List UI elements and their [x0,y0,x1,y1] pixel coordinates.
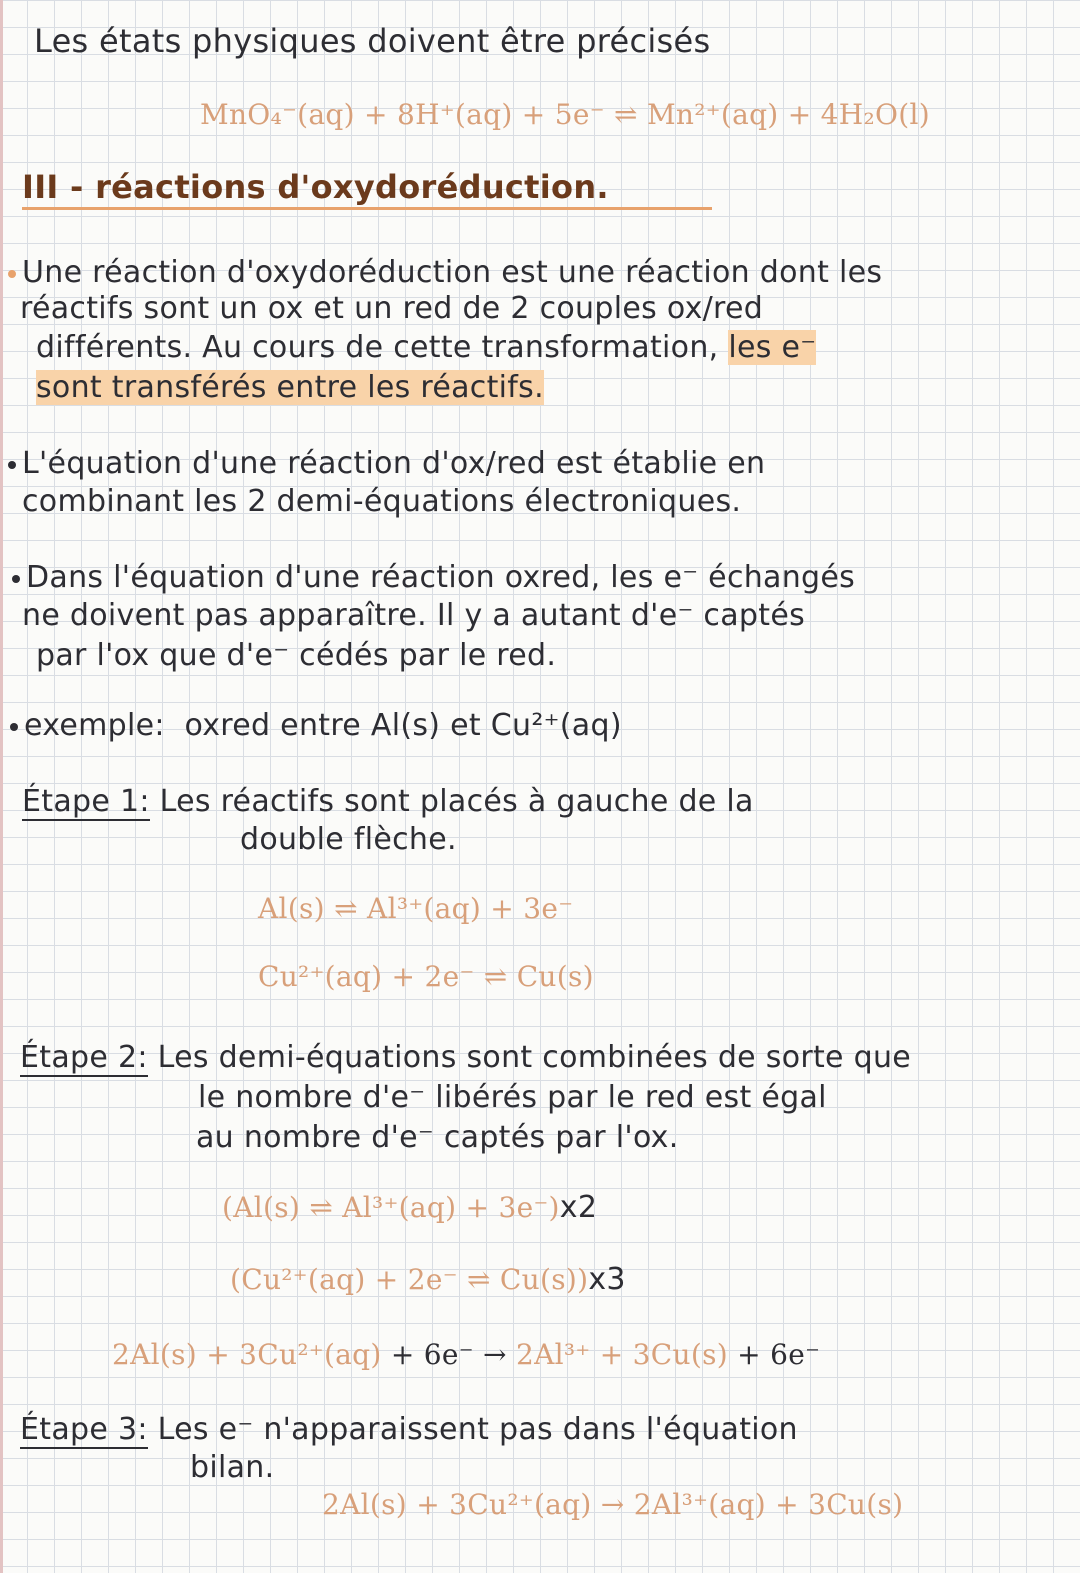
paragraph-1-text-c: différents. Au cours de cette transformation, [36,330,719,365]
step-1-line-1 [22,784,754,819]
multiplier-x2: x2 [559,1190,598,1225]
example-label: exemple: [24,708,165,743]
bullet [10,723,18,731]
step-3-line-2: bilan. [190,1450,275,1485]
section-title-underline [22,207,712,210]
paragraph-3-line-1 [12,560,855,595]
paragraph-1-line-4 [36,370,544,405]
combined-equation-electrons-left: + 6e⁻ → [390,1338,507,1371]
paragraph-1-line-1 [8,255,882,290]
combined-equation-left: 2Al(s) + 3Cu²⁺(aq) [112,1338,382,1371]
combined-equation-electrons-right: + 6e⁻ [737,1338,821,1371]
heading-note: Les états physiques doivent être précisés [34,22,711,60]
step-1-text-a: Les réactifs sont placés à gauche de la [159,784,754,819]
multiplier-x3: x3 [588,1262,626,1297]
paragraph-1-line-3 [36,330,816,365]
balanced-equation: 2Al(s) + 3Cu²⁺(aq) → 2Al³⁺(aq) + 3Cu(s) [322,1488,904,1521]
highlight-transfer: sont transférés entre les réactifs. [36,370,544,405]
combined-equation [112,1338,820,1371]
highlight-electrons: les e⁻ [728,330,817,365]
step-3-line-1 [20,1412,798,1447]
step-3-label: Étape 3: [20,1412,148,1447]
copper-half-equation: Cu²⁺(aq) + 2e⁻ ⇌ Cu(s) [258,960,594,993]
paragraph-1-line-2: réactifs sont un ox et un red de 2 couples ox/red [20,291,764,326]
example-line [10,708,622,743]
example-text: oxred entre Al(s) et Cu²⁺(aq) [184,708,622,743]
paragraph-2-text-a: L'équation d'une réaction d'ox/red est établie en [22,446,766,481]
step-2-label: Étape 2: [20,1040,148,1075]
paragraph-3-line-3: par l'ox que d'e⁻ cédés par le red. [36,638,557,673]
bullet [8,461,16,469]
aluminium-equation-multiplied [222,1190,597,1225]
paragraph-1-text-a: Une réaction d'oxydoréduction est une réaction dont les [22,255,883,290]
step-1-line-2: double flèche. [240,822,457,857]
copper-equation-text: (Cu²⁺(aq) + 2e⁻ ⇌ Cu(s)) [230,1263,589,1296]
section-title: III - réactions d'oxydoréduction. [22,168,609,206]
permanganate-equation: MnO₄⁻(aq) + 8H⁺(aq) + 5e⁻ ⇌ Mn²⁺(aq) + 4H₂O(l) [200,98,931,131]
step-2-line-1 [20,1040,911,1075]
step-2-line-3: au nombre d'e⁻ captés par l'ox. [196,1120,679,1155]
paragraph-3-line-2: ne doivent pas apparaître. Il y a autant d'e⁻ captés [22,598,806,633]
paragraph-2-line-2: combinant les 2 demi-équations électroniques. [22,484,742,519]
bullet [8,270,16,278]
paragraph-2-line-1 [8,446,765,481]
bullet [12,575,20,583]
step-1-label: Étape 1: [22,784,150,819]
step-3-text-a: Les e⁻ n'apparaissent pas dans l'équation [157,1412,798,1447]
combined-equation-right: 2Al³⁺ + 3Cu(s) [516,1338,728,1371]
aluminium-half-equation: Al(s) ⇌ Al³⁺(aq) + 3e⁻ [258,892,574,925]
copper-equation-multiplied [230,1262,626,1297]
step-2-text-a: Les demi-équations sont combinées de sorte que [157,1040,912,1075]
step-2-line-2: le nombre d'e⁻ libérés par le red est égal [198,1080,827,1115]
page-margin-line [0,0,3,1573]
aluminium-equation-text: (Al(s) ⇌ Al³⁺(aq) + 3e⁻) [222,1191,560,1224]
paragraph-3-text-a: Dans l'équation d'une réaction oxred, les e⁻ échangés [26,560,856,595]
